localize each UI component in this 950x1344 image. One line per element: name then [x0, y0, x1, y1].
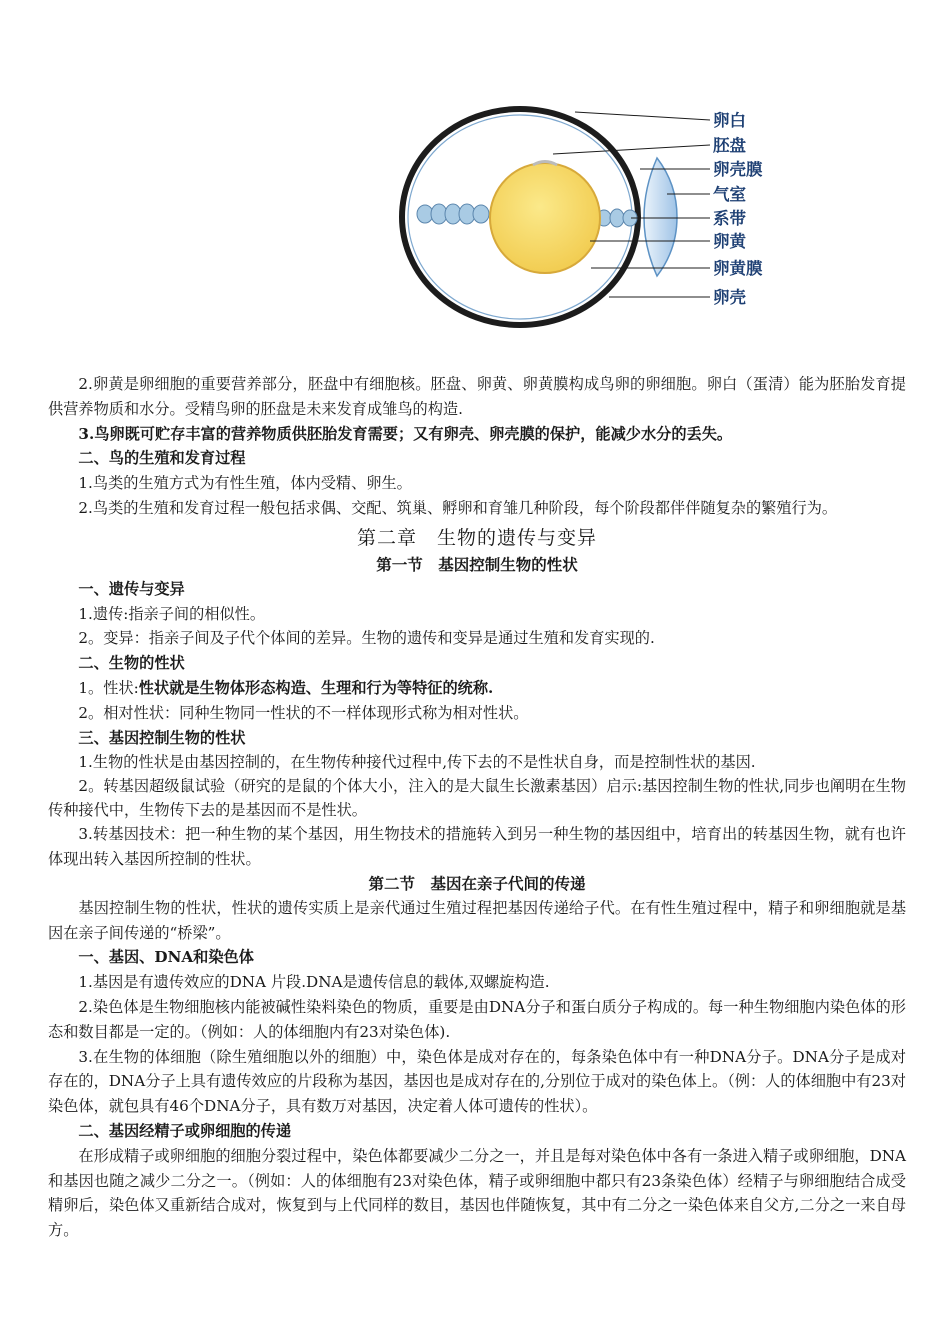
label-vitelline-membrane: 卵黄膜 [713, 259, 763, 278]
paragraph-heredity: 1.遗传:指亲子间的相似性。 [78, 604, 266, 623]
paragraph-variation: 2。变异：指亲子间及子代个体间的差异。生物的遗传和变异是通过生殖和发育实现的. [78, 629, 655, 648]
paragraph-relative-traits: 2。相对性状：同种生物同一性状的不一样体现形式称为相对性状。 [78, 703, 529, 722]
chalaza-left [417, 204, 489, 224]
paragraph-egg-protection: 3.鸟卵既可贮存丰富的营养物质供胚胎发育需要；又有卵壳、卵壳膜的保护，能减少水分的丢失。 [78, 424, 733, 443]
paragraph-paired-chromosomes: 3.在生物的体细胞（除生殖细胞以外的细胞）中，染色体是成对存在的，每条染色体中有一种DNA分子。DNA分子是成对存在的，DNA分子上具有遗传效应的片段称为基因，基因也是成对存在的,分别位于成对的染色体上。（例：人的体细胞中有23对染色体，就包具有46个DNA分子，具有数万对基因，决定着人体可遗传的性状）。 [48, 1047, 906, 1116]
section-title-1: 第一节 基因控制生物的性状 [376, 554, 578, 574]
heading-bird-reproduction: 二、鸟的生殖和发育过程 [78, 449, 246, 468]
paragraph-meiosis: 在形成精子或卵细胞的细胞分裂过程中，染色体都要减少二分之一，并且是每对染色体中各有一条进入精子或卵细胞，DNA和基因也随之减少二分之一。（例如：人的体细胞有23对染色体，精子或卵细胞中都只有23条染色体）经精子与卵细胞结合成受精卵后，染色体又重新结合成对，恢复到与上代同样的数目，基因也伴随恢复，其中有二分之一染色体来自父方,二分之一来自母方。 [48, 1146, 906, 1240]
paragraph-yolk: 2.卵黄是卵细胞的重要营养部分，胚盘中有细胞核。胚盘、卵黄、卵黄膜构成鸟卵的卵细胞。卵白（蛋清）能为胚胎发育提供营养物质和水分。受精鸟卵的胚盘是未来发育成雏鸟的构造. [48, 375, 906, 418]
heading-gene-control: 三、基因控制生物的性状 [78, 728, 246, 747]
paragraph-chromosome: 2.染色体是生物细胞核内能被碱性染料染色的物质，重要是由DNA分子和蛋白质分子构成的。每一种生物细胞内染色体的形态和数目都是一定的。（例如：人的体细胞内有23对染色体). [48, 997, 906, 1041]
label-air-cell: 气室 [713, 185, 746, 204]
paragraph-reproduction-mode: 1.鸟类的生殖方式为有性生殖，体内受精、卵生。 [78, 474, 412, 493]
label-shell-membrane: 卵壳膜 [713, 160, 763, 179]
label-yolk: 卵黄 [713, 232, 746, 251]
egg-structure-diagram [395, 90, 785, 355]
paragraph-transgenic: 3.转基因技术：把一种生物的某个基因，用生物技术的措施转入到另一种生物的基因组中，培育出的转基因生物，就有也许体现出转入基因所控制的性状。 [48, 825, 906, 868]
section-title-2: 第二节 基因在亲子代间的传递 [368, 873, 586, 893]
paragraph-gene-definition: 1.基因是有遗传效应的DNA 片段.DNA是遗传信息的载体,双螺旋构造. [78, 973, 550, 992]
paragraph-gene-control-1: 1.生物的性状是由基因控制的，在生物传种接代过程中,传下去的不是性状自身，而是控制性状的基因. [78, 753, 756, 772]
heading-gamete-transmission: 二、基因经精子或卵细胞的传递 [78, 1121, 292, 1140]
air-cell [644, 158, 677, 276]
label-chalaza: 系带 [713, 209, 746, 228]
label-albumen: 卵白 [713, 111, 746, 130]
document-body [48, 372, 906, 1243]
heading-gene-dna-chromosome: 一、基因、DNA和染色体 [78, 948, 254, 967]
heading-traits: 二、生物的性状 [78, 654, 185, 673]
paragraph-super-mouse: 2。转基因超级鼠试验（研究的是鼠的个体大小，注入的是大鼠生长激素基因）启示:基因控制生物的性状,同步也阐明在生物传种接代中，生物传下去的是基因而不是性状。 [48, 777, 906, 819]
label-germinal-disc: 胚盘 [713, 136, 746, 155]
trait-label: 1。性状: [78, 678, 139, 697]
paragraph-gene-transmission-intro: 基因控制生物的性状，性状的遗传实质上是亲代通过生殖过程把基因传递给子代。在有性生殖过程中，精子和卵细胞就是基因在亲子间传递的“桥梁”。 [48, 898, 906, 942]
label-eggshell: 卵壳 [713, 288, 746, 307]
chapter-title: 第二章 生物的遗传与变异 [356, 526, 597, 549]
heading-heredity-variation: 一、遗传与变异 [78, 579, 185, 598]
trait-definition-bold: 性状就是生物体形态构造、生理和行为等特征的统称. [138, 678, 494, 697]
paragraph-reproduction-stages: 2.鸟类的生殖和发育过程一般包括求偶、交配、筑巢、孵卵和育雏几种阶段，每个阶段都伴伴随复杂的繁殖行为。 [78, 498, 838, 517]
yolk [490, 163, 600, 273]
paragraph-trait-definition [48, 676, 906, 701]
